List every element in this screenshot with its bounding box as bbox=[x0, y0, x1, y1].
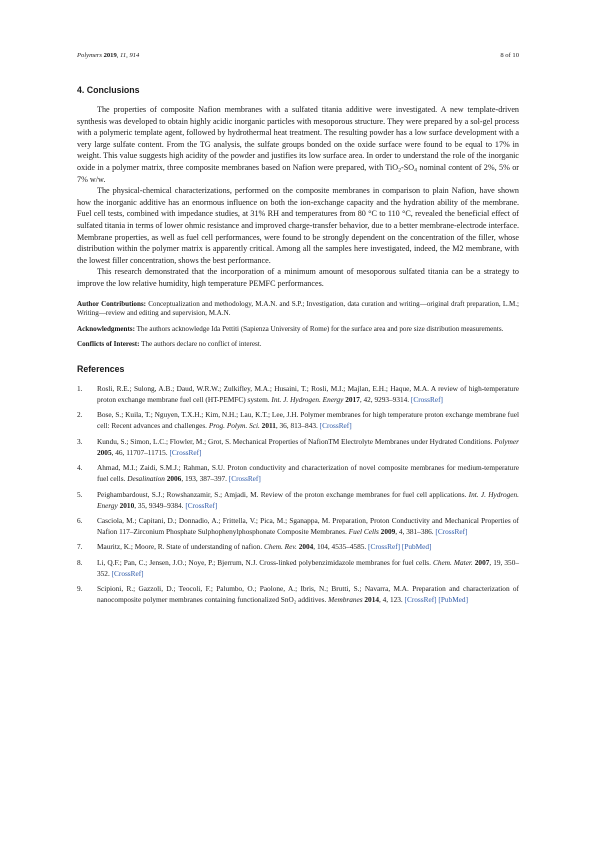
author-contributions-text: Conceptualization and methodology, M.A.N. and S.P.; Investigation, data curation and writing—original draft preparation, L.M.; Writing—review and editing and supervision, M.A.N. bbox=[77, 299, 519, 318]
reference-volume-pages: , 35, 9349–9384. bbox=[134, 500, 186, 510]
reference-journal: Membranes bbox=[328, 595, 363, 605]
reference-volume-pages: , 4, 381–386. bbox=[395, 527, 436, 537]
conflicts-label: Conflicts of Interest: bbox=[77, 340, 140, 349]
reference-volume-pages: , 104, 4535–4585. bbox=[313, 542, 369, 552]
reference-number: 4. bbox=[77, 463, 83, 473]
reference-item bbox=[77, 436, 519, 458]
reference-item bbox=[77, 557, 519, 579]
formula-sub-4: 4 bbox=[414, 167, 417, 174]
acknowledgments-label: Acknowledgments: bbox=[77, 324, 135, 333]
reference-authors-title: Rosli, R.E.; Sulong, A.B.; Daud, W.R.W.; Zulkifley, M.A.; Husaini, T.; Rosli, M.I.; Majlan, E.H.; Haque, M.A. A review of high-temperature proton exchange membrane fuel cell (HT-PEMFC) system. bbox=[97, 383, 519, 405]
reference-volume-pages: , 193, 387–397. bbox=[181, 474, 229, 484]
reference-number: 6. bbox=[77, 515, 83, 525]
formula-so: -SO bbox=[401, 162, 415, 172]
reference-volume-pages: , 19, 350–352. bbox=[97, 557, 520, 578]
reference-year: 2006 bbox=[164, 474, 182, 484]
reference-number: 9. bbox=[77, 583, 83, 593]
reference-journal: Int. J. Hydrogen. Energy bbox=[97, 489, 519, 510]
section-heading-references: References bbox=[77, 363, 125, 374]
reference-item bbox=[77, 489, 519, 511]
reference-year: 2005 bbox=[97, 447, 112, 457]
crossref-link[interactable]: [CrossRef] bbox=[228, 474, 261, 484]
reference-journal: Desalination bbox=[127, 474, 165, 484]
pubmed-link[interactable]: [PubMed] bbox=[438, 595, 468, 605]
reference-item bbox=[77, 409, 519, 431]
formula-tio: TiO bbox=[385, 162, 399, 172]
reference-volume-pages: , 4, 123. bbox=[379, 595, 405, 605]
conclusions-paragraph-1 bbox=[77, 104, 519, 185]
reference-authors-title: Kundu, S.; Simon, L.C.; Flowler, M.; Grot, S. Mechanical Properties of NafionTM Electrolyte Membranes under Hydrated Conditions. bbox=[97, 436, 495, 446]
journal-volume: , 11, 914 bbox=[116, 52, 140, 59]
crossref-link[interactable]: [CrossRef] bbox=[435, 527, 468, 537]
reference-year: 2009 bbox=[378, 527, 396, 537]
section-heading-conclusions: 4. Conclusions bbox=[77, 85, 140, 95]
pubmed-link[interactable]: [PubMed] bbox=[401, 542, 432, 552]
reference-number: 5. bbox=[77, 489, 83, 499]
reference-volume-pages: , 46, 11707–11715. bbox=[111, 447, 170, 457]
reference-item bbox=[77, 383, 519, 405]
reference-authors-title: Scipioni, R.; Gazzoli, D.; Teocoli, F.; Palumbo, O.; Paolone, A.; Ibris, N.; Brutti, S.; Navarra, M.A. Preparation and characterization of nanocomposite polymer membranes containing functionalized SnO₂ additives. bbox=[97, 583, 519, 605]
acknowledgments-text: The authors acknowledge Ida Pettiti (Sapienza University of Rome) for the surface area and pore size distribution measurements. bbox=[134, 324, 504, 333]
p1-text: The properties of composite Nafion membranes with a sulfated titania additive were investigated. A new template-driven synthesis was developed to obtain highly acidic inorganic particles with mesoporous structure. They were prepared by a sol-gel process with a polymeric template agent, followed by hydrothermal heat treatment. The resulting powder has a low surface development with a very large sulfate content. From the TG analysis, the sulfate groups bonded on the oxide surface were found to be equal to 17% in weight. This value suggests high acidity of the powder and justifies its low surface area. In order to understand the role of the inorganic oxide in a polymer matrix, three composite membranes based on Nafion were prepared, with bbox=[77, 105, 519, 172]
conclusions-paragraph-3: This research demonstrated that the incorporation of a minimum amount of mesoporous sulfated titania can be a strategy to improve the low relative humidity, high temperature PEMFC performances. bbox=[77, 267, 519, 288]
p1-tail: nominal content of 2%, 5% or 7% w/w. bbox=[77, 162, 519, 184]
reference-journal: Fuel Cells bbox=[348, 527, 379, 537]
running-header bbox=[77, 52, 519, 59]
reference-year: 2007 bbox=[472, 557, 490, 567]
reference-item bbox=[77, 583, 519, 605]
reference-journal: Int. J. Hydrogen. Energy bbox=[271, 395, 344, 405]
reference-authors-title: Mauritz, K.; Moore, R. State of understanding of nafion. bbox=[97, 542, 264, 552]
reference-year: 2014 bbox=[362, 595, 379, 605]
crossref-link[interactable]: [CrossRef] bbox=[319, 421, 352, 431]
reference-number: 2. bbox=[77, 410, 83, 420]
crossref-link[interactable]: [CrossRef] bbox=[404, 595, 437, 605]
author-contributions-label: Author Contributions: bbox=[77, 299, 147, 308]
reference-volume-pages: , 42, 9293–9314. bbox=[359, 395, 411, 405]
reference-year: 2004 bbox=[296, 542, 314, 552]
crossref-link[interactable]: [CrossRef] bbox=[169, 447, 202, 457]
reference-journal: Prog. Polym. Sci. bbox=[208, 421, 260, 431]
reference-number: 8. bbox=[77, 557, 83, 567]
reference-item bbox=[77, 541, 519, 552]
reference-item bbox=[77, 515, 519, 537]
reference-journal: Polymer bbox=[494, 436, 519, 446]
reference-list bbox=[77, 383, 519, 605]
conclusions-paragraph-2: The physical-chemical characterizations, performed on the composite membranes in comparison to plain Nafion, have shown how the inorganic additive has an enormous influence on both the ion-exchange capacity and the hydration ability of the membrane. Fuel cell tests, combined with impedance studies, at 31% RH and temperatures from 80 °C to 110 °C, revealed the beneficial effect of sulfated titania in terms of lower ohmic resistance and improved charge-transfer behavior, due to a better membrane-electrode interface. Membrane properties, as well as fuel cell performances, were found to be strongly dependent on the concentration of the filler, whose distribution within the polymer matrix is apparently critical. Among all the samples here investigated, indeed, the M2 membrane, with the lowest filler concentration, shows the best performance. bbox=[77, 186, 519, 265]
reference-journal: Chem. Mater. bbox=[433, 557, 473, 567]
reference-journal: Chem. Rev. bbox=[263, 542, 297, 552]
crossref-link[interactable]: [CrossRef] bbox=[185, 500, 218, 510]
author-contributions bbox=[77, 300, 519, 319]
page bbox=[77, 52, 519, 609]
journal-year: 2019 bbox=[103, 52, 117, 59]
journal-citation bbox=[77, 52, 139, 59]
reference-number: 1. bbox=[77, 383, 83, 393]
crossref-link[interactable]: [CrossRef] bbox=[111, 568, 144, 578]
crossref-link[interactable]: [CrossRef] bbox=[368, 542, 401, 552]
reference-year: 2010 bbox=[117, 500, 135, 510]
reference-authors-title: Ahmad, M.I.; Zaidi, S.M.J.; Rahman, S.U. Proton conductivity and characterization of novel composite membranes for medium-temperature fuel cells. bbox=[97, 463, 519, 484]
reference-authors-title: Li, Q.F.; Pan, C.; Jensen, J.O.; Noye, P.; Bjerrum, N.J. Cross-linked polybenzimidazole membranes for fuel cells. bbox=[97, 557, 434, 567]
reference-year: 2011 bbox=[259, 421, 276, 431]
conflicts-text: The authors declare no conflict of interest. bbox=[139, 340, 262, 349]
reference-item bbox=[77, 462, 519, 484]
reference-number: 7. bbox=[77, 542, 83, 552]
reference-authors-title: Casciola, M.; Capitani, D.; Donnadio, A.; Frittella, V.; Pica, M.; Sganappa, M. Preparation, Proton Conductivity and Mechanical Properties of Nafion 117–Zirconium Phosphate Sulphophenylphosphonate Composite Membranes. bbox=[97, 515, 519, 537]
crossref-link[interactable]: [CrossRef] bbox=[410, 395, 443, 405]
reference-year: 2017 bbox=[343, 395, 360, 405]
reference-volume-pages: , 36, 813–843. bbox=[275, 421, 320, 431]
acknowledgments bbox=[77, 325, 519, 335]
formula-sub-2: 2 bbox=[398, 167, 402, 174]
reference-authors-title: Bose, S.; Kuila, T.; Nguyen, T.X.H.; Kim, N.H.; Lau, K.T.; Lee, J.H. Polymer membranes for high temperature proton exchange membrane fuel cell: Recent advances and challenges. bbox=[97, 410, 519, 431]
conflicts-of-interest bbox=[77, 340, 519, 350]
page-number: 8 of 10 bbox=[500, 52, 519, 59]
journal-name: Polymers bbox=[77, 52, 102, 59]
reference-number: 3. bbox=[77, 436, 83, 446]
reference-authors-title: Peighambardoust, S.J.; Rowshanzamir, S.; Amjadi, M. Review of the proton exchange membranes for fuel cell applications. bbox=[97, 489, 469, 499]
